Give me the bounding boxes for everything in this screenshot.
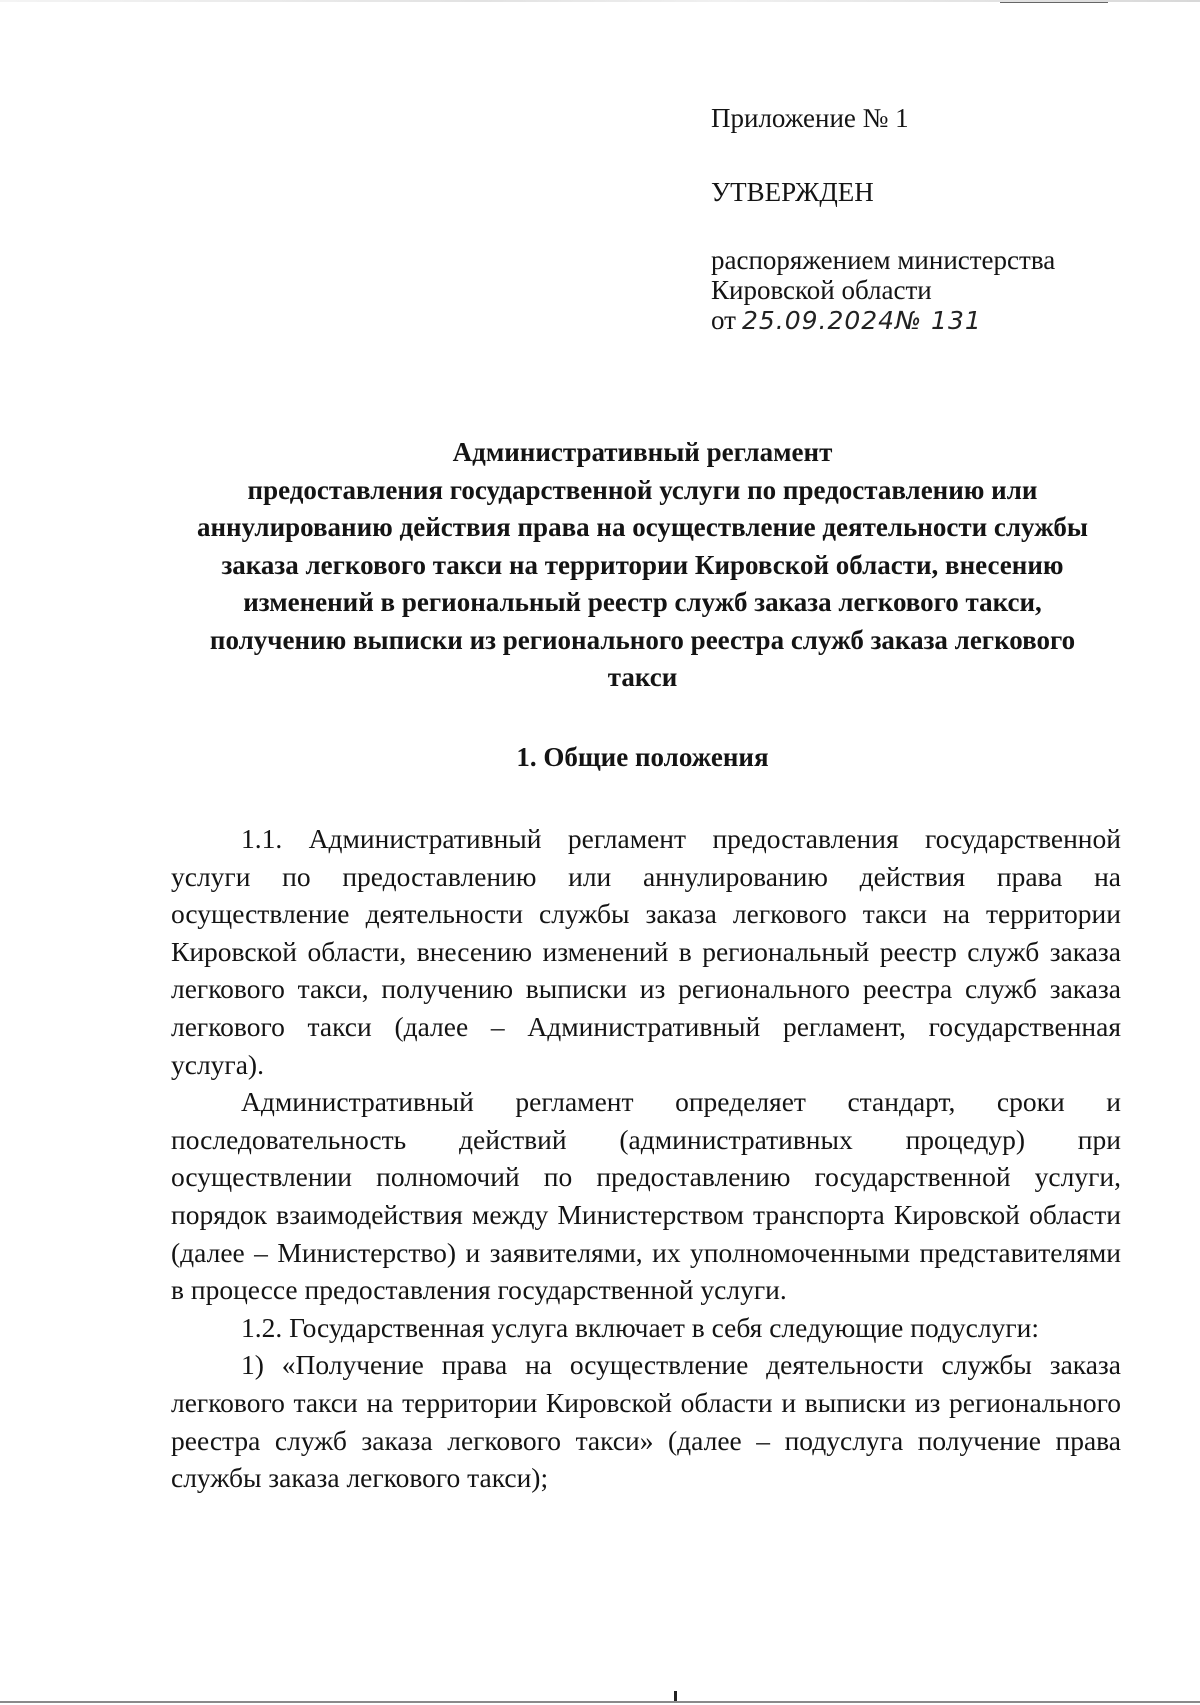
approval-block — [711, 103, 1055, 336]
approval-authority-line2: Кировской области — [711, 275, 932, 305]
title-line: получению выписки из регионального реестра служб заказа легкового — [209, 624, 1076, 655]
scan-edge-mark — [1000, 2, 1108, 3]
title-line: такси — [607, 662, 678, 692]
paragraph-1-2: 1.2. Государственная услуга включает в себя следующие подуслуги: — [241, 1311, 1039, 1343]
date-prefix: от — [711, 305, 736, 335]
document-title — [165, 434, 1120, 697]
paragraph-1-1: 1.1. Административный регламент предоставления государственной услуги по предоставлению или аннулированию действия права на осуществление деятельности службы заказа легкового такси на территории Кировской области, внесению изменений в региональный реестр служб заказа легкового такси, получению выписки из регионального реестра служб заказа легкового такси (далее – Административный регламент, государственная услуга). — [171, 823, 1121, 1080]
title-line: изменений в региональный реестр служб заказа легкового такси, — [243, 587, 1042, 617]
approval-date-line — [711, 305, 1055, 336]
title-line: предоставления государственной услуги по предоставлению или — [247, 474, 1038, 505]
paragraph-subservice-1: 1) «Получение права на осуществление деятельности службы заказа легкового такси на территории Кировской области и выписки из регионального реестра служб заказа легкового такси» (далее – подуслуга получение права службы заказа легкового такси); — [171, 1349, 1121, 1494]
scan-edge-bottom — [0, 1701, 1200, 1703]
paragraph-scope: Административный регламент определяет стандарт, сроки и последовательность действий (административных процедур) при осуществлении полномочий по предоставлению государственной услуги, порядок взаимодействия между Министерством транспорта Кировской области (далее – Министерство) и заявителями, их уполномоченными представителями в процессе предоставления государственной услуги. — [171, 1086, 1121, 1306]
title-line: заказа легкового такси на территории Кировской области, внесению — [221, 549, 1064, 580]
title-line: аннулированию действия права на осуществление деятельности службы — [196, 512, 1088, 542]
appendix-number: Приложение № 1 — [711, 103, 909, 133]
handwritten-date-number: 25.09.2024№ 131 — [741, 306, 982, 335]
approval-authority-line1: распоряжением министерства — [711, 245, 1056, 275]
title-line: Административный регламент — [452, 437, 833, 467]
section-heading: 1. Общие положения — [516, 742, 769, 772]
section-body — [171, 820, 1121, 1497]
scan-edge-mark — [674, 1691, 677, 1701]
approved-stamp-text: УТВЕРЖДЕН — [711, 177, 874, 207]
